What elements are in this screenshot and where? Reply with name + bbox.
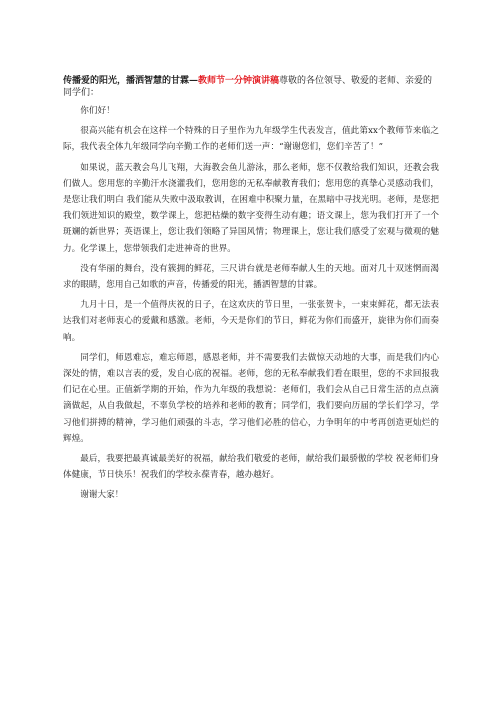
document-page: [63, 75, 439, 508]
document-title: [63, 75, 439, 99]
paragraph-podium: 没有华丽的舞台，没有簇拥的鲜花，三尺讲台就是老师奉献人生的天地。面对几十双迷惘而渴求的眼睛，您用自己如歌的声音，传播爱的阳光，播洒智慧的甘霖。: [63, 263, 439, 291]
paragraph-greeting: 你们好！: [80, 106, 115, 116]
paragraph-teaching: 如果说，蓝天教会鸟儿飞翔，大海教会鱼儿游泳，那么老师，您不仅教给我们知识，还教会我们做人。您用您的辛勤汗水浇灌我们，您用您的无私奉献教育我们；您用您的真挚心灵感动我们，是您让我们明白 我们能从失败中汲取教训，在困难中积聚力量，在黑暗中寻找光明。老师，是您把我们领进知识的殿堂，数学课上，您把枯燥的数字变得生动有趣；语文课上，您为我们打开了一个斑斓的新世界；英语课上，您让我们领略了异国风情；物理课上，您让我们感受了宏观与微观的魅力。化学课上，您带领我们走进神奇的世界。: [63, 162, 439, 254]
title-red-highlight: 教师节一分钟演讲稿: [198, 76, 280, 86]
paragraph-september: 九月十日，是一个值得庆祝的日子，在这欢庆的节日里，一张张贺卡，一束束鲜花，都无法表达我们对老师衷心的爱戴和感激。老师，今天是你们的节日，鲜花为你们而盛开，旋律为你们而奏响。: [63, 300, 439, 343]
paragraph-thanks: 谢谢大家！: [80, 490, 124, 501]
title-salutation: 尊敬的各位领导、敬爱的老师、亲爱的同学们：: [63, 76, 433, 98]
title-bold-part: 传播爱的阳光，播洒智慧的甘霖—: [63, 76, 199, 86]
paragraph-blessing: 最后，我要把最真诚最美好的祝福，献给我们敬爱的老师，献给我们最骄傲的学校 祝老师们身体健康，节日快乐！祝我们的学校永葆青春，越办越好。: [63, 454, 439, 481]
paragraph-intro: 很高兴能有机会在这样一个特殊的日子里作为九年级学生代表发言，值此第xx个教师节来临之际，我代表全体九年级同学向辛勤工作的老师们送一声：“谢谢您们，您们辛苦了！”: [63, 126, 439, 153]
paragraph-gratitude: 同学们，师恩难忘，难忘师恩，感恩老师，并不需要我们去做惊天动地的大事，而是我们内心深处的情，难以言表的爱，发自心底的祝福。老师，您的无私奉献我们看在眼里，您的不求回报我们记在心里。正值新学期的开始，作为九年级的我想说：老师们，我们会从自己日常生活的点点滴滴做起，从自我做起，不辜负学校的培养和老师的教育；同学们，我们要向历届的学长们学习，学习他们拼搏的精神，学习他们顽强的斗志，学习他们必胜的信心，力争明年的中考再创造更灿烂的辉煌。: [63, 352, 439, 444]
